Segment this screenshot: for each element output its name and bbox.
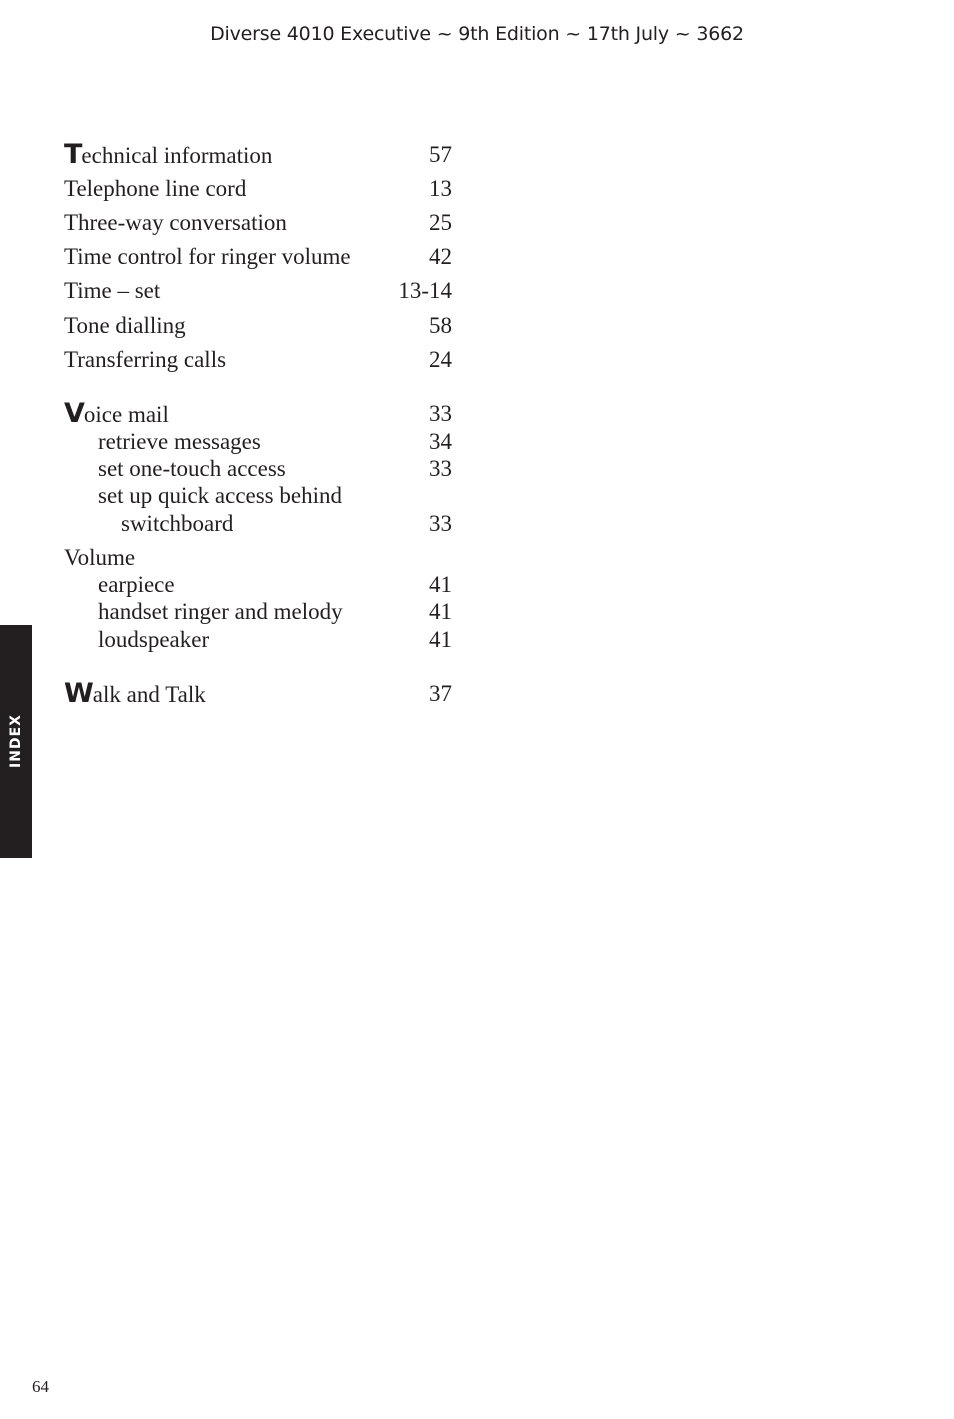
index-subentry-continuation xyxy=(121,509,452,539)
index-entry-term xyxy=(64,140,272,171)
index-subentry-term: set up quick access behind xyxy=(98,483,342,508)
index-entry xyxy=(64,242,452,272)
index-entry xyxy=(64,399,452,429)
index-subentry xyxy=(98,597,452,627)
index-entry-page: 42 xyxy=(429,244,452,269)
index-entry-term: Transferring calls xyxy=(64,347,227,372)
index-entry xyxy=(64,543,452,573)
index-entry-page: 41 xyxy=(429,572,452,597)
index-entry-page: 33 xyxy=(429,511,452,536)
index-subentry-term: switchboard xyxy=(121,511,234,536)
index-subentry xyxy=(98,454,452,484)
index-subentry-term: loudspeaker xyxy=(98,627,210,652)
index-entry xyxy=(64,208,452,238)
index-entry xyxy=(64,140,452,170)
document-header: Diverse 4010 Executive ~ 9th Edition ~ 17th July ~ 3662 xyxy=(210,23,744,45)
section-initial-letter: V xyxy=(64,398,84,429)
section-initial-letter: W xyxy=(64,678,93,709)
index-entry-term: Three-way conversation xyxy=(64,210,287,235)
index-subentry-term: handset ringer and melody xyxy=(98,599,343,624)
index-entry-page: 13 xyxy=(429,176,452,201)
page-number: 64 xyxy=(32,1377,49,1396)
index-entry-page: 33 xyxy=(429,456,452,481)
index-entry xyxy=(64,174,452,204)
index-entry-page: 41 xyxy=(429,627,452,652)
index-entry-term-rest: echnical information xyxy=(81,143,273,168)
index-entry-term: Telephone line cord xyxy=(64,176,247,201)
index-entry xyxy=(64,345,452,375)
index-tab-label: INDEX xyxy=(8,714,24,768)
index-entry-page: 13-14 xyxy=(398,278,452,303)
index-entry-term xyxy=(64,399,169,430)
index-entry-page: 41 xyxy=(429,599,452,624)
index-entry-term: Time control for ringer volume xyxy=(64,244,351,269)
index-subentry-term: retrieve messages xyxy=(98,429,261,454)
index-subentry xyxy=(98,427,452,457)
index-entry xyxy=(64,311,452,341)
index-entry-term-rest: alk and Talk xyxy=(92,682,206,707)
index-entry-page: 58 xyxy=(429,313,452,338)
index-subentry xyxy=(98,625,452,655)
index-entry xyxy=(64,276,452,306)
index-entry-page: 34 xyxy=(429,429,452,454)
index-entry-term: Tone dialling xyxy=(64,313,186,338)
index-entry-term-rest: oice mail xyxy=(83,402,169,427)
index-entry-page: 33 xyxy=(429,401,452,426)
index-subentry xyxy=(98,481,452,511)
index-entry-term xyxy=(64,679,206,710)
section-initial-letter: T xyxy=(64,139,82,170)
index-subentry-term: set one-touch access xyxy=(98,456,286,481)
index-entry-term: Volume xyxy=(64,545,136,570)
index-entry xyxy=(64,679,452,709)
index-subentry xyxy=(98,570,452,600)
index-entry-page: 24 xyxy=(429,347,452,372)
index-entry-page: 25 xyxy=(429,210,452,235)
index-subentry-term: earpiece xyxy=(98,572,175,597)
index-entry-page: 37 xyxy=(429,681,452,706)
index-entry-page: 57 xyxy=(429,142,452,167)
index-entry-term: Time – set xyxy=(64,278,161,303)
